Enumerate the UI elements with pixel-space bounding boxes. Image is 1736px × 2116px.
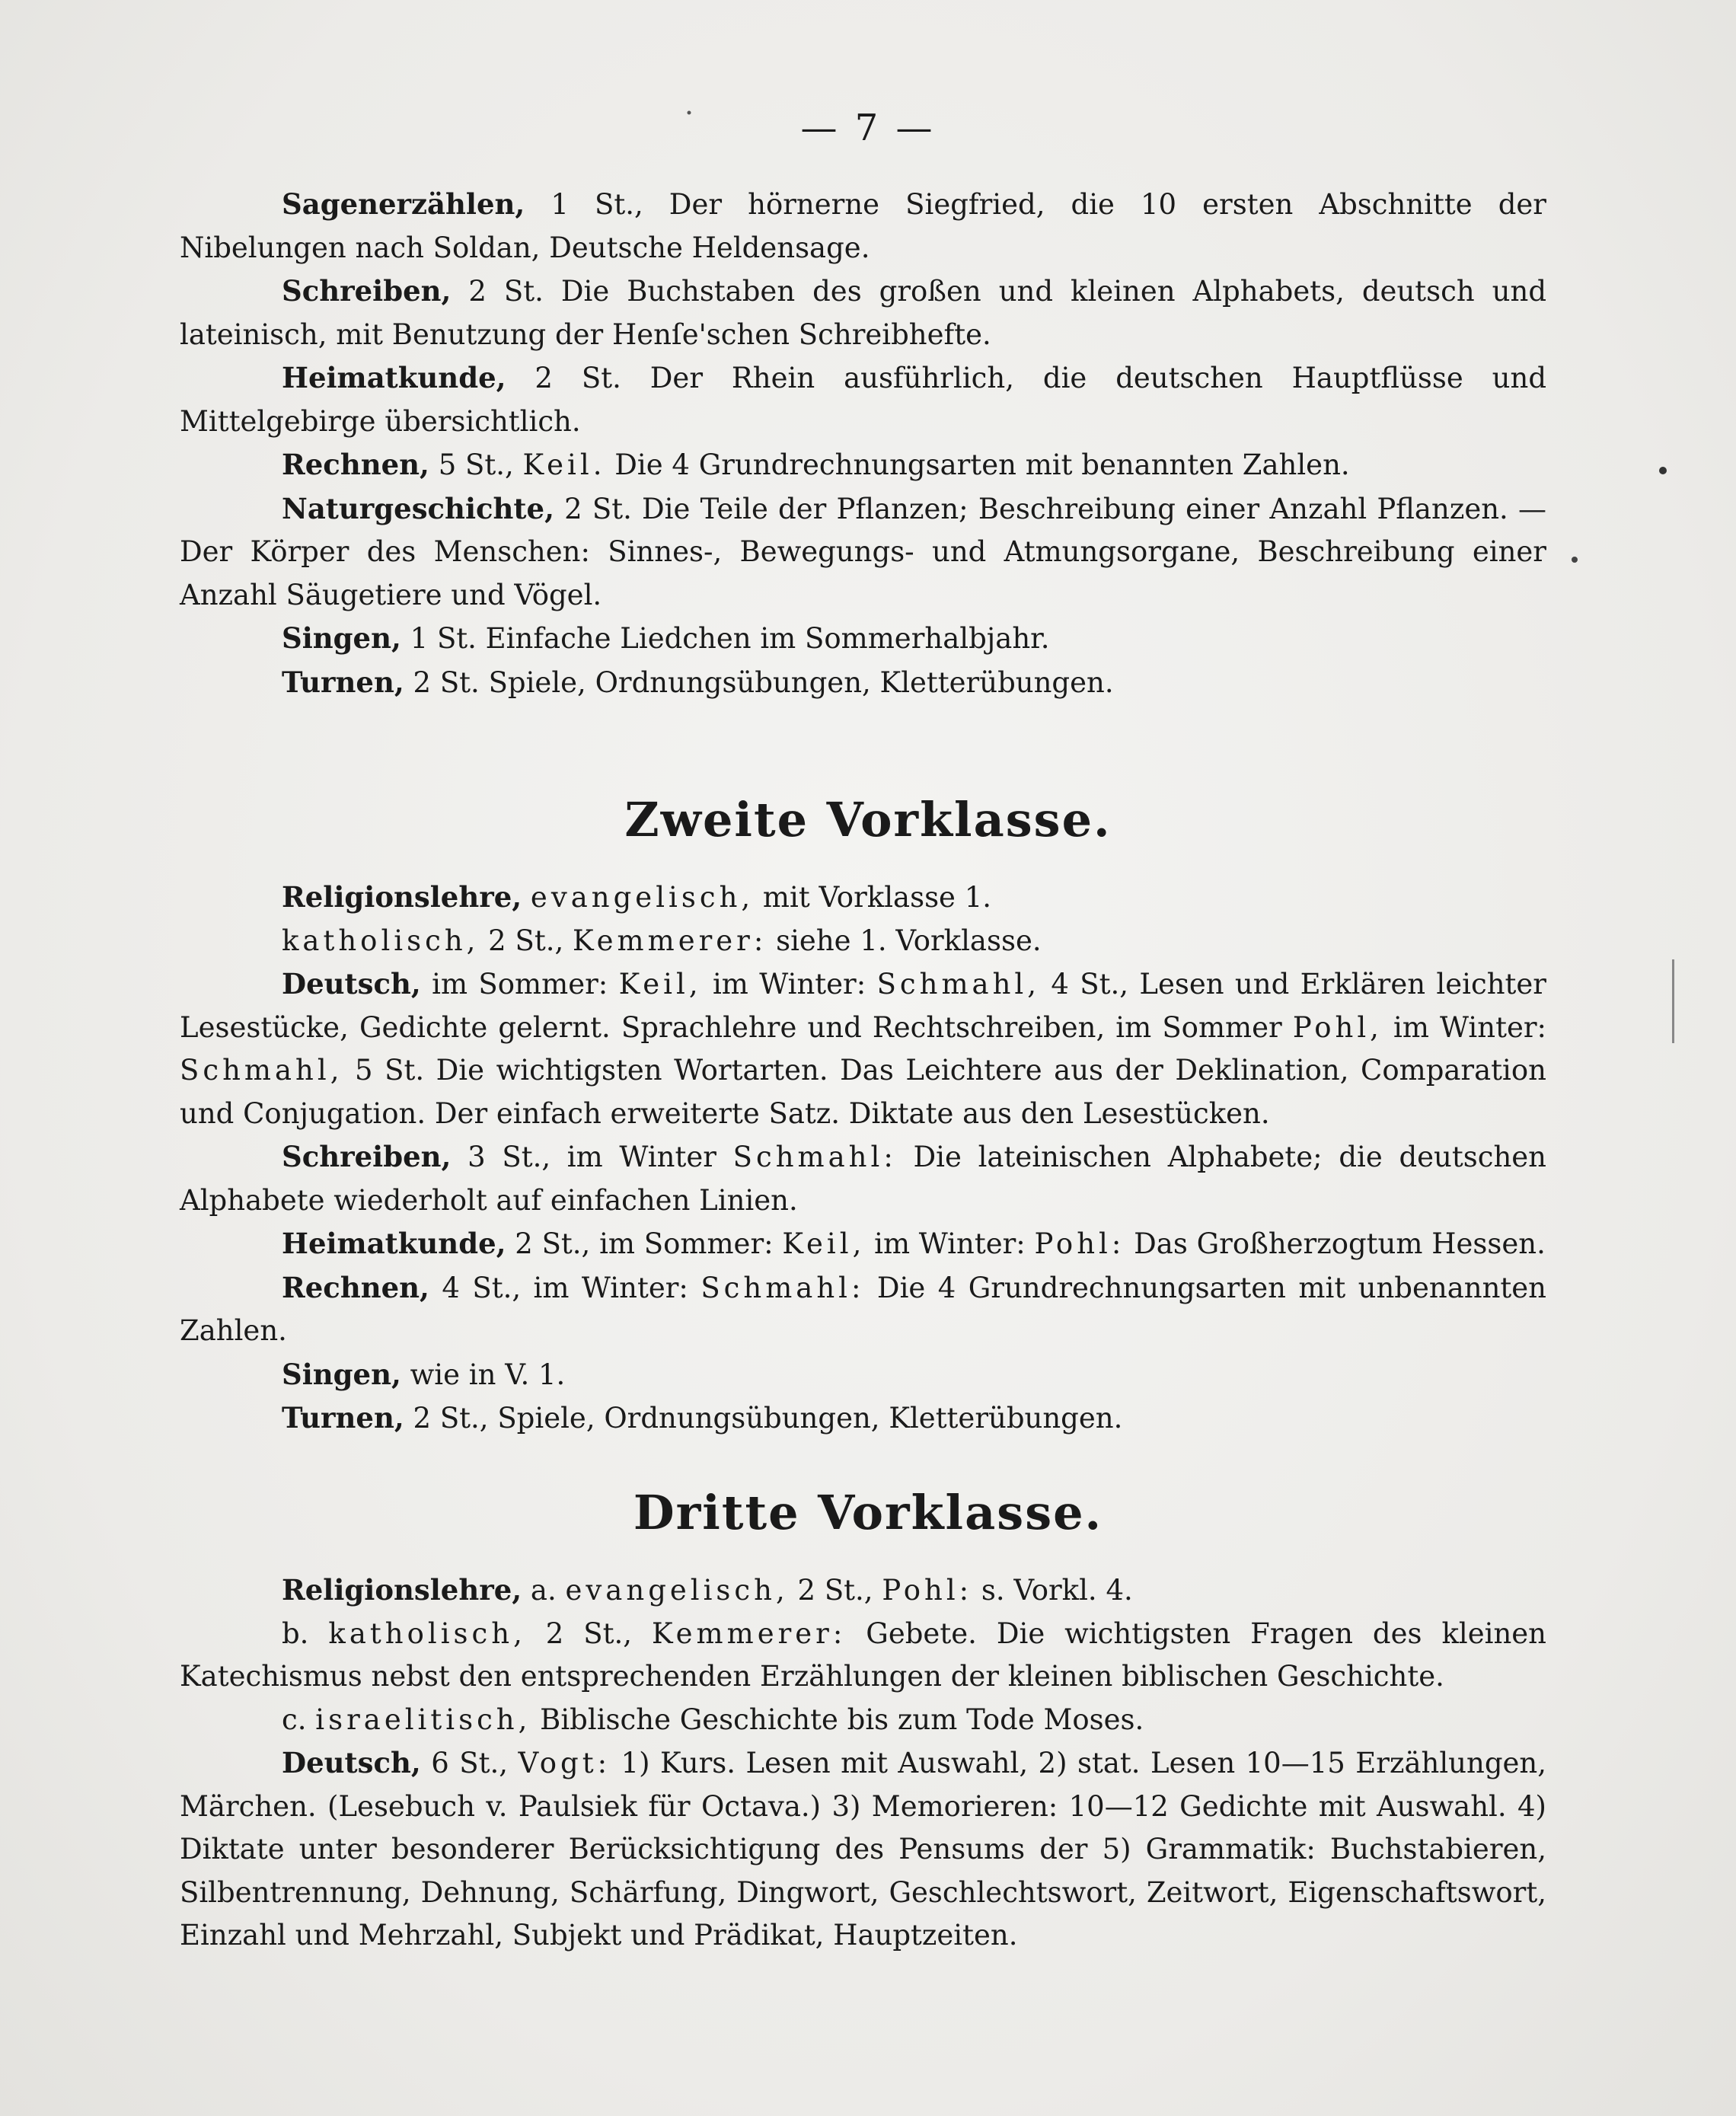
paragraph-deutsch-3: Deutsch, 6 St., Vogt: 1) Kurs. Lesen mit Auswahl, 2) stat. Lesen 10—15 Erzählungen, Märchen. (Lesebuch v. Paulsiek für Octava.) 3) Memorieren: 10—12 Gedichte mit Auswahl. 4) Diktate unter besonderer Berücksichtigung des Pensums der 5) Grammatik: Buchstabieren, Silbentrennung, Dehnung, Schärfung, Dingwort, Geschlechtswort, Zeitwort, Eigenschaftswort, Einzahl und Mehrzahl, Subjekt und Prädikat, Hauptzeiten. <box>180 1746 1547 1952</box>
paragraph-katholisch: katholisch, 2 St., Kemmerer: siehe 1. Vorklasse. <box>282 924 1042 957</box>
teacher-name: Keil, <box>618 968 702 1001</box>
paragraph-deutsch: Deutsch, im Sommer: Keil, im Winter: Schmahl, 4 St., Lesen und Erklären leichter Lesestücke, Gedichte gelernt. Sprachlehre und Rechtschreiben, im Sommer Pohl, im Winter: Schmahl, 5 St. Die wichtigsten Wortarten. Das Leichtere aus der Deklination, Comparation und Conjugation. Der einfach erweiterte Satz. Diktate aus den Lesestücken. <box>180 967 1547 1130</box>
teacher-name: Kemmerer: <box>572 924 767 957</box>
paragraph-schreiben-2: Schreiben, 3 St., im Winter Schmahl: Die lateinischen Alphabete; die deutschen Alphabete wiederholt auf einfachen Linien. <box>180 1140 1546 1217</box>
section-zweite-vorklasse <box>180 876 1546 1441</box>
subject-label: Singen, <box>282 621 401 655</box>
paragraph-turnen: Turnen, 2 St. Spiele, Ordnungsübungen, Kletterübungen. <box>282 665 1114 699</box>
heading-zweite-vorklasse: Zweite Vorklasse. <box>624 792 1112 847</box>
paragraph-schreiben: Schreiben, 2 St. Die Buchstaben des großen und kleinen Alphabets, deutsch und lateinisch, mit Benutzung der Henſe'schen Schreibhefte. <box>180 274 1546 351</box>
teacher-name: Schmahl, <box>876 968 1041 1001</box>
paragraph-singen: Singen, 1 St. Einfache Liedchen im Sommerhalbjahr. <box>282 621 1050 655</box>
paragraph-sagenerzaehlen: Sagenerzählen, 1 St., Der hörnerne Siegfried, die 10 ersten Abschnitte der Nibelungen nach Soldan, Deutsche Heldensage. <box>180 187 1546 264</box>
teacher-name: Vogt: <box>518 1747 611 1779</box>
subject-label: Turnen, <box>282 665 404 699</box>
subject-label: Rechnen, <box>282 1270 429 1304</box>
teacher-name: Schmahl: <box>700 1271 865 1304</box>
subject-label: Religionslehre, <box>282 880 522 914</box>
subject-label: Deutsch, <box>282 967 421 1001</box>
teacher-name: Kemmerer: <box>651 1617 847 1650</box>
ink-speck <box>1659 467 1667 474</box>
paragraph-naturgeschichte: Naturgeschichte, 2 St. Die Teile der Pflanzen; Beschreibung einer Anzahl Pflanzen. — Der Körper des Menschen: Sinnes-, Bewegungs- und Atmungsorgane, Beschreibung einer Anzahl Säugetiere und Vögel. <box>180 491 1546 611</box>
section-dritte-vorklasse <box>180 1569 1546 1958</box>
teacher-name: Keil, <box>782 1227 866 1260</box>
teacher-name: Pohl: <box>1034 1227 1125 1260</box>
subject-label: Singen, <box>282 1357 401 1391</box>
paragraph-religionslehre: Religionslehre, evangelisch, mit Vorklasse 1. <box>282 880 992 914</box>
teacher-name: Pohl: <box>882 1574 973 1607</box>
paragraph-rechnen-2: Rechnen, 4 St., im Winter: Schmahl: Die 4 Grundrechnungsarten mit unbenannten Zahlen. <box>180 1270 1547 1347</box>
paragraph-religionslehre-a: Religionslehre, a. evangelisch, 2 St., Pohl: s. Vorkl. 4. <box>282 1573 1133 1607</box>
ink-speck <box>1572 557 1578 563</box>
teacher-name: Keil. <box>522 448 606 481</box>
subject-label: Sagenerzählen, <box>282 187 525 221</box>
subject-label: Religionslehre, <box>282 1573 522 1607</box>
teacher-name: Schmahl: <box>732 1141 897 1173</box>
subject-label: Heimatkunde, <box>282 361 506 394</box>
subject-label: Heimatkunde, <box>282 1227 506 1260</box>
heading-dritte-vorklasse: Dritte Vorklasse. <box>633 1485 1103 1540</box>
teacher-name: Schmahl, <box>180 1054 343 1087</box>
subject-label: Schreiben, <box>282 274 452 308</box>
subject-label: Turnen, <box>282 1401 404 1435</box>
scan-mark <box>1672 959 1674 1043</box>
paragraph-religionslehre-c: c. israelitisch, Biblische Geschichte bis zum Tode Moses. <box>282 1703 1144 1736</box>
subject-label: Schreiben, <box>282 1140 452 1173</box>
paragraph-religionslehre-b: b. katholisch, 2 St., Kemmerer: Gebete. Die wichtigsten Fragen des kleinen Katechismus nebst den entsprechenden Erzählungen der kleinen biblischen Geschichte. <box>180 1617 1546 1693</box>
paragraph-turnen-2: Turnen, 2 St., Spiele, Ordnungsübungen, Kletterübungen. <box>282 1401 1123 1435</box>
paragraph-singen-2: Singen, wie in V. 1. <box>282 1357 566 1391</box>
page-number: — 7 — <box>800 107 936 149</box>
paragraph-heimatkunde-2: Heimatkunde, 2 St., im Sommer: Keil, im Winter: Pohl: Das Großherzogtum Hessen. <box>282 1227 1546 1260</box>
section-continued <box>180 183 1546 704</box>
teacher-name: Pohl, <box>1292 1010 1383 1044</box>
subject-label: Deutsch, <box>282 1746 421 1779</box>
paragraph-heimatkunde: Heimatkunde, 2 St. Der Rhein ausführlich, die deutschen Hauptflüsse und Mittelgebirge übersichtlich. <box>180 361 1546 438</box>
subject-label: Rechnen, <box>282 448 429 481</box>
paragraph-rechnen: Rechnen, 5 St., Keil. Die 4 Grundrechnungsarten mit benannten Zahlen. <box>282 448 1350 481</box>
subject-label: Naturgeschichte, <box>282 491 554 525</box>
